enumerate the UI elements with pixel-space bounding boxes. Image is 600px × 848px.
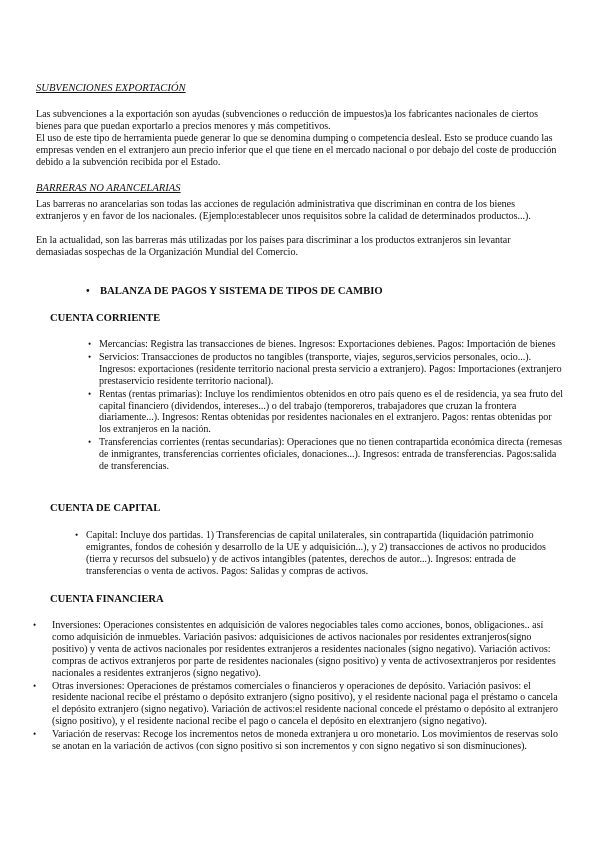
cuenta-capital-heading: CUENTA DE CAPITAL	[50, 503, 161, 514]
cuenta-corriente-list	[88, 339, 564, 473]
subvenciones-paragraph-1: Las subvenciones a la exportación son ayudas (subvenciones o reducción de impuestos)a los fabricantes nacionales de ciertos bienes para que puedan exportarlo a precios menores y más competitivos.	[36, 109, 539, 132]
list-item	[33, 620, 562, 680]
cuenta-corriente-heading: CUENTA CORRIENTE	[50, 313, 161, 324]
list-item-text: Inversiones: Operaciones consistentes en adquisición de valores negociables tales como acciones, bonos, obligaciones.. así como adquisición de inmuebles. Variación pasivos: adquisiciones de activos nacionales por residentes extranjeros(signo positivo) y venta de activos nacionales por residentes extranjeros a residentes nacionales (signo negativo). Variación activos: compras de activos extranjeros por parte de residentes nacionales (signo positivo) y venta de activosextranjeros por residentes nacionales a residentes extranjeros (signo negativo).	[52, 620, 556, 679]
cuenta-capital-list	[75, 530, 550, 578]
list-item-text: Capital: Incluye dos partidas. 1) Transferencias de capital unilaterales, sin contrapartida (liquidación patrimonio emigrantes, fondos de cohesión y desarrollo de la UE y adquisición...), y 2) transacciones de activos no producidos (tierra y recursos del subsuelo) y de activos intangibles (patentes, derechos de autor...). Ingresos: entrada de transferencias o venta de activos. Pagos: Salidas y compras de activos.	[86, 530, 546, 577]
list-item-text: Servicios: Transacciones de productos no tangibles (transporte, viajes, seguros,servicios personales, ocio...). Ingresos: exportaciones (residente territorio nacional presta servicio a extranjero). Pagos: Importaciones (extranjero prestaservicio residente territorio nacional).	[99, 351, 562, 387]
bullet-marker: •	[33, 620, 37, 630]
list-item-text: Mercancías: Registra las transacciones de bienes. Ingresos: Exportaciones debienes. Pagos: Importación de bienes	[99, 339, 556, 350]
list-item	[88, 437, 564, 473]
list-item	[33, 729, 562, 753]
barreras-paragraph-1: Las barreras no arancelarias son todas las acciones de regulación administrativa que discriminan en contra de los bienes extranjeros y en favor de los nacionales. (Ejemplo:establecer unos requisitos sobre la calidad de determinados productos...).	[36, 199, 531, 222]
subvenciones-heading: SUBVENCIONES EXPORTACIÓN	[36, 83, 186, 94]
list-item-text: Rentas (rentas primarias): Incluye los rendimientos obtenidos en otro país queno es el de residencia, ya sea fruto del capital financiero (dividendos, intereses...) o del trabajo (temporeros, trabajadores que cruzan la frontera diariamente...). Ingresos: Rentas obtenidas por residentes nacionales en el extranjero. Pagos: rentas obtenidas por los extranjeros en la nación.	[99, 388, 564, 436]
bullet-marker: •	[33, 729, 37, 740]
balanza-title	[86, 286, 383, 297]
bullet-marker: •	[33, 680, 37, 691]
cuenta-financiera-heading: CUENTA FINANCIERA	[50, 594, 164, 605]
list-item-text: Variación de reservas: Recoge los incrementos netos de moneda extranjera u oro monetario. Los movimientos de reservas solo se anotan en la variación de activos (con signo positivo si son incrementos y con signo negativo si son disminuciones).	[52, 729, 558, 753]
bullet-marker: •	[75, 530, 79, 540]
balanza-title-text: BALANZA DE PAGOS Y SISTEMA DE TIPOS DE CAMBIO	[100, 286, 383, 297]
list-item-text: Transferencias corrientes (rentas secundarias): Operaciones que no tienen contrapartida económica directa (remesas de inmigrantes, transferencias corrientes oficiales, donaciones...). Ingresos: entrada de transferencias. Pagos:salida de transferencias.	[99, 437, 563, 473]
barreras-heading: BARRERAS NO ARANCELARIAS	[36, 183, 181, 194]
list-item	[88, 351, 564, 388]
subvenciones-paragraph-2: El uso de este tipo de herramienta puede generar lo que se denomina dumping o competencia desleal. Esto se produce cuando las empresas venden en el extranjero aun precio inferior que el que tiene en el mercado nacional o por debajo del coste de producción debido a la subvención recibida por el Estado.	[36, 133, 557, 168]
bullet-marker: •	[86, 286, 90, 297]
list-item	[88, 388, 564, 437]
list-item	[88, 339, 564, 351]
barreras-paragraph-2: En la actualidad, son las barreras más utilizadas por los países para discriminar a los productos extranjeros sin levantar demasiadas sospechas de la Organización Mundial del Comercio.	[36, 235, 511, 258]
bullet-marker: •	[88, 437, 92, 448]
list-item	[33, 680, 562, 729]
list-item	[75, 530, 550, 578]
cuenta-financiera-list	[33, 620, 562, 753]
bullet-marker: •	[88, 339, 92, 349]
bullet-marker: •	[88, 351, 92, 362]
bullet-marker: •	[88, 388, 92, 399]
list-item-text: Otras inversiones: Operaciones de préstamos comerciales o financieros y operaciones de depósito. Variación pasivos: el residente nacional recibe el préstamo o depósito extranjero (signo positivo), y el residente nacional paga el préstamo o cancela el depósito extranjero (signo negativo). Variación de activos:el residente nacional concede el préstamo o depósito al extranjero (signo positivo), y el residente nacional recibe el pago o cancela el depósito en elextranjero (signo negativo).	[52, 680, 559, 728]
